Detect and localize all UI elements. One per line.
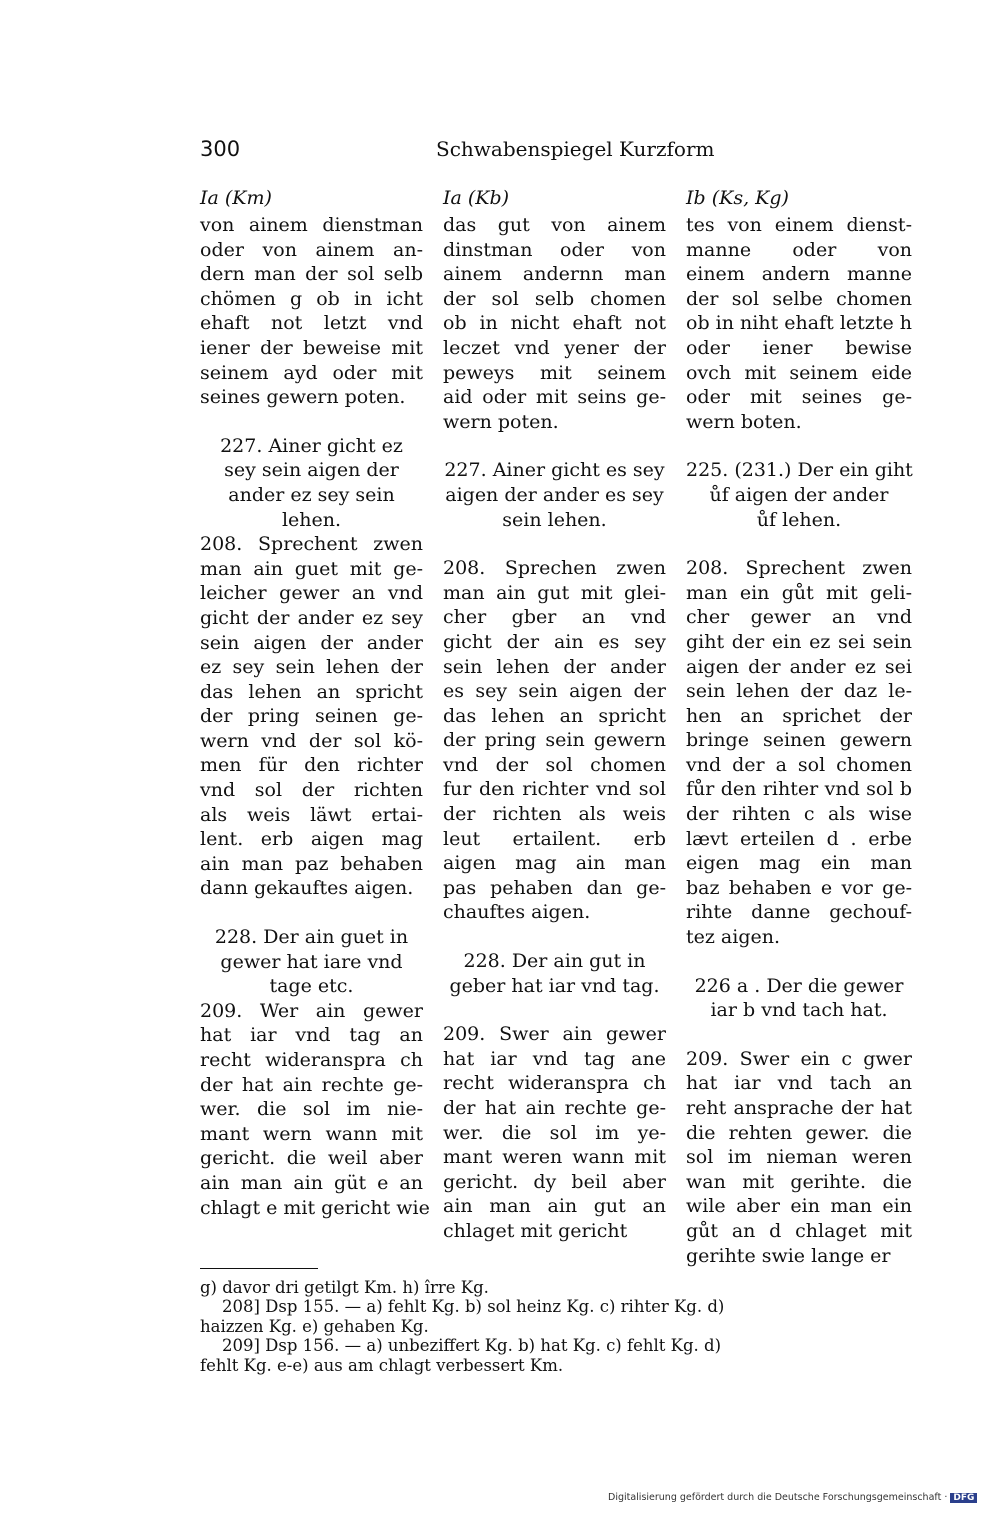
column-heading: Ia (Kb) — [443, 187, 510, 209]
column-ib-ks-kg — [686, 183, 912, 1268]
text-line: der pring seinen ge- — [200, 705, 423, 728]
text-line: sein lehen. — [502, 508, 607, 531]
text-line: gicht der ain es sey — [443, 630, 666, 653]
text-line: oder mit seines ge- — [686, 386, 912, 409]
paragraph — [443, 556, 666, 925]
text-line: 226 a . Der die gewer — [694, 974, 904, 997]
text-line: gewer hat iare vnd — [220, 950, 403, 973]
paragraph — [200, 999, 430, 1220]
text-line: der sol selb chomen — [443, 287, 666, 310]
text-line: tez aigen. — [686, 926, 781, 949]
text-line: lævt erteilen d . erbe — [686, 827, 912, 850]
section-heading — [443, 949, 666, 998]
text-line: ain man ain gut an — [443, 1195, 666, 1218]
text-line: gerihte swie lange er — [686, 1244, 891, 1267]
text-line: ain man ain güt e an — [200, 1171, 423, 1194]
text-line: mant wern wann mit — [200, 1122, 423, 1145]
text-line: wile aber ein man ein — [686, 1195, 912, 1218]
text-line: ez sey sein lehen der — [200, 656, 423, 679]
text-line: die rehten gewer. die — [686, 1121, 912, 1144]
text-line: ob in nicht ehaft not — [443, 312, 666, 335]
paragraph — [686, 1047, 912, 1268]
text-line: lent. erb aigen mag — [200, 828, 423, 851]
text-line: peweys mit seinem — [443, 361, 666, 384]
paragraph-gap — [686, 950, 912, 974]
text-line: mant weren wann mit — [443, 1146, 666, 1169]
text-line: wern poten. — [443, 410, 559, 433]
paragraph — [686, 556, 912, 950]
paragraph — [200, 532, 423, 901]
text-line: 208. Sprechent zwen — [200, 533, 423, 556]
paragraph-gap — [686, 1023, 912, 1047]
column-heading: Ia (Km) — [200, 187, 272, 209]
footnote-line: 208] Dsp 155. — a) fehlt Kg. b) sol heinz Kg. c) rihter Kg. d) — [222, 1297, 725, 1317]
footnote-rule — [200, 1268, 318, 1269]
text-line: tage etc. — [269, 975, 354, 998]
text-line: dern man der sol selb — [200, 263, 423, 286]
paragraph-gap — [686, 434, 912, 458]
text-line: der rihten c als wise — [686, 803, 912, 826]
text-line: sey sein aigen der — [224, 459, 399, 482]
text-line: chömen g ob in icht — [200, 287, 423, 310]
text-line: von ainem dienstman — [200, 214, 423, 236]
footnotes — [200, 1278, 912, 1375]
text-line: baz behaben e vor ge- — [686, 876, 912, 899]
text-line: 209. Swer ain gewer — [443, 1023, 666, 1046]
text-line: der hat ain rechte ge- — [443, 1097, 666, 1119]
paragraph-gap — [443, 925, 666, 949]
text-line: seines gewern poten. — [200, 386, 406, 409]
text-line: leut ertailent. erb — [443, 827, 666, 850]
text-line: cher gber an vnd — [443, 606, 666, 629]
text-line: cher gewer an vnd — [686, 606, 912, 629]
text-line: vnd der sol chomen — [443, 753, 666, 776]
text-line: chauftes aigen. — [443, 901, 591, 924]
digitization-credit — [608, 1492, 977, 1503]
footnote-line: 209] Dsp 156. — a) unbeziffert Kg. b) hat Kg. c) fehlt Kg. d) — [222, 1336, 722, 1356]
text-line: 227. Ainer gicht ez — [220, 434, 403, 457]
text-line: 227. Ainer gicht es sey — [444, 459, 665, 482]
text-line: aigen der ander es sey — [445, 483, 664, 506]
text-line: reht ansprache der hat — [686, 1097, 912, 1119]
text-line: oder von ainem an- — [200, 238, 423, 261]
text-line: vnd der a sol chomen — [686, 753, 912, 776]
text-line: man ain gut mit glei- — [443, 581, 666, 604]
text-line: tes von einem dienst- — [686, 214, 912, 236]
text-line: manne oder von — [686, 238, 912, 261]
text-line: bringe seinen gewern — [686, 729, 912, 752]
text-line: 209. Swer ein c gwer — [686, 1047, 912, 1070]
text-line: aigen der ander ez sei — [686, 655, 912, 678]
section-heading — [686, 974, 912, 1023]
text-line: leicher gewer an vnd — [200, 582, 423, 605]
text-line: hen an sprichet der — [686, 704, 912, 727]
text-line: sein lehen der ander — [443, 655, 666, 678]
text-line: der sol selbe chomen — [686, 287, 912, 310]
section-heading — [443, 458, 666, 532]
credit-text: Digitalisierung gefördert durch die Deutsche Forschungsgemeinschaft · — [608, 1492, 948, 1503]
text-line: ob in niht ehaft letzte h — [686, 312, 912, 335]
text-line: rihte danne gechouf- — [686, 901, 912, 924]
text-line: hat iar vnd tag ane — [443, 1047, 666, 1070]
text-line: 209. Wer ain gewer — [200, 999, 423, 1022]
text-line: dann gekauftes aigen. — [200, 877, 414, 900]
text-line: ůf lehen. — [756, 508, 842, 531]
section-heading — [200, 925, 423, 999]
paragraph-gap — [443, 998, 666, 1022]
text-line: gericht. die weil aber — [200, 1147, 423, 1170]
text-line: giht der ein ez sei sein — [686, 630, 912, 653]
text-line: ainem andernn man — [443, 263, 666, 286]
section-heading — [686, 458, 912, 532]
text-line: hat iar vnd tach an — [686, 1072, 912, 1095]
text-line: chlagt e mit gericht wie — [200, 1196, 430, 1219]
text-line: das lehen an spricht — [200, 680, 423, 703]
text-line: sein aigen der ander — [200, 631, 423, 654]
text-line: hat iar vnd tag an — [200, 1024, 423, 1047]
text-line: gicht der ander ez sey — [200, 606, 423, 629]
text-line: eigen mag ein man — [686, 852, 912, 875]
text-line: iener der beweise mit — [200, 336, 423, 359]
paragraph — [443, 1022, 666, 1243]
paragraph — [200, 213, 423, 410]
text-line: 208. Sprechen zwen — [443, 557, 666, 580]
text-line: wan mit gerihte. die — [686, 1170, 912, 1193]
text-line: als weis läwt ertai- — [200, 803, 423, 826]
text-line: wer. die sol im nie- — [200, 1098, 423, 1121]
text-line: das gut von ainem — [443, 214, 666, 236]
text-line: iar b vnd tach hat. — [710, 999, 888, 1022]
footnote-line: haizzen Kg. e) gehaben Kg. — [200, 1316, 429, 1336]
text-line: gericht. dy beil aber — [443, 1170, 666, 1193]
text-line: ander ez sey sein — [228, 483, 395, 506]
text-line: der pring sein gewern — [443, 729, 666, 752]
text-line: men für den richter — [200, 754, 423, 777]
text-line: geber hat iar vnd tag. — [449, 974, 660, 997]
text-line: wer. die sol im ye- — [443, 1121, 666, 1144]
paragraph-gap — [443, 532, 666, 556]
text-line: das lehen an spricht — [443, 704, 666, 727]
text-line: 225. (231.) Der ein giht — [686, 459, 913, 482]
text-line: man ein gůt mit geli- — [686, 581, 912, 604]
text-line: fůr den rihter vnd sol b — [686, 778, 912, 801]
footnote-line: g) davor dri getilgt Km. h) îrre Kg. — [200, 1278, 489, 1297]
text-line: aid oder mit seins ge- — [443, 386, 666, 409]
text-line: leczet vnd yener der — [443, 336, 666, 359]
column-heading: Ib (Ks, Kg) — [686, 187, 789, 209]
text-line: gůt an d chlaget mit — [686, 1219, 912, 1242]
text-line: sol im nieman weren — [686, 1146, 912, 1169]
text-line: chlaget mit gericht — [443, 1219, 628, 1242]
text-line: ehaft not letzt vnd — [200, 312, 423, 335]
text-line: recht wideranspra ch — [443, 1072, 666, 1095]
text-line: 228. Der ain gut in — [463, 950, 646, 973]
section-heading — [200, 434, 423, 532]
text-line: wern boten. — [686, 410, 802, 433]
paragraph-gap — [200, 901, 423, 925]
text-line: dinstman oder von — [443, 238, 666, 261]
text-line: man ain guet mit ge- — [200, 557, 423, 580]
paragraph — [443, 213, 666, 434]
text-line: wern vnd der sol kö- — [200, 729, 423, 752]
paragraph-gap — [686, 532, 912, 556]
text-line: vnd sol der richten — [200, 779, 423, 802]
paragraph — [686, 213, 912, 434]
text-line: pas pehaben dan ge- — [443, 876, 666, 899]
text-line: der richten als weis — [443, 803, 666, 826]
text-line: sein lehen der daz le- — [686, 680, 912, 703]
text-line: oder iener bewise — [686, 336, 912, 359]
column-ia-km — [200, 183, 430, 1220]
page-number: 300 — [200, 137, 241, 161]
text-line: 228. Der ain guet in — [214, 926, 409, 949]
paragraph-gap — [200, 410, 423, 434]
dfg-logo: DFG — [950, 1493, 977, 1503]
text-line: es sey sein aigen der — [443, 680, 666, 703]
text-line: fur den richter vnd sol — [443, 778, 666, 801]
text-line: ain man paz behaben — [200, 852, 423, 875]
text-line: der hat ain rechte ge- — [200, 1073, 423, 1096]
text-line: 208. Sprechent zwen — [686, 557, 912, 580]
paragraph-gap — [443, 434, 666, 458]
text-line: aigen mag ain man — [443, 852, 666, 875]
text-line: ůf aigen der ander — [709, 483, 889, 506]
page-header — [200, 137, 912, 163]
text-line: recht wideranspra ch — [200, 1049, 423, 1071]
text-line: ovch mit seinem eide — [686, 361, 912, 384]
running-title: Schwabenspiegel Kurzform — [436, 137, 715, 161]
text-line: seinem ayd oder mit — [200, 361, 423, 384]
text-line: einem andern manne — [686, 263, 912, 286]
footnote-line: fehlt Kg. e-e) aus am chlagt verbessert Km. — [200, 1355, 564, 1375]
column-ia-kb — [443, 183, 666, 1244]
text-line: lehen. — [281, 508, 342, 531]
